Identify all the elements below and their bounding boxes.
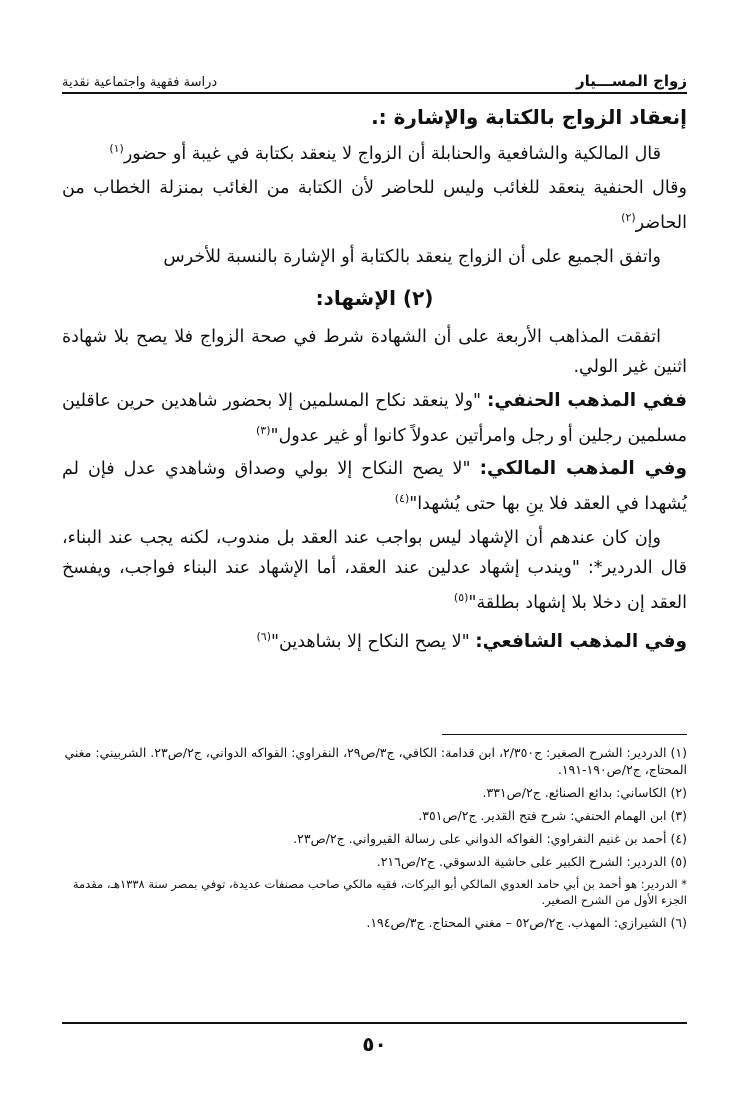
- footnotes: [62, 744, 687, 937]
- footnote-6: (٦) الشيرازي: المهذب. ج٢/ص٥٢ – مغني المحتاج. ج٣/ص١٩٤.: [366, 915, 687, 930]
- paragraph-four-schools: اتفقت المذاهب الأربعة على أن الشهادة شرط في صحة الزواج فلا يصح بلا شهادة اثنين غير الولي.: [62, 326, 687, 377]
- footnote-5: (٥) الدردير: الشرح الكبير على حاشية الدسوقي. ج٢/ص٢١٦.: [376, 854, 687, 869]
- paragraph-text: قال المالكية والشافعية والحنابلة أن الزواج لا ينعقد بكتابة في غيبة أو حضور: [123, 143, 661, 164]
- quote-text: "ولا ينعقد نكاح المسلمين إلا بحضور شاهدين حرين عاقلين مسلمين رجلين أو رجل وامرأتين عدولاً كانوا أو غير عدول": [62, 390, 687, 446]
- footnote-ref[interactable]: (٥): [453, 591, 469, 605]
- footnote-biography-note: * الدردير: هو أحمد بن أبي حامد العدوي المالكي أبو البركات، فقيه مالكي صاحب مصنفات عديدة، توفي بمصر سنة ١٣٣٨هـ، مقدمة الجزء الأول من الشرح الصغير.: [72, 877, 687, 907]
- footnote-ref[interactable]: (٣): [256, 423, 271, 437]
- school-label-maliki: وفي المذهب المالكي:: [479, 458, 687, 480]
- paragraph-hanafi-school: [62, 386, 687, 451]
- book-subtitle: دراسة فقهية واجتماعية نقدية: [62, 75, 218, 90]
- paragraph-text: وإن كان عندهم أن الإشهاد ليس بواجب عند العقد بل مندوب، لكنه يجب عند البناء، قال الدردير*: "ويندب إشهاد عدلين عند العقد، أما الإشهاد عند البناء فواجب، ويفسخ العقد إن دخلا بلا إشهاد بطلقة": [62, 528, 687, 614]
- footnote-ref[interactable]: (١): [109, 142, 124, 155]
- paragraph-maliki-school: [62, 454, 687, 519]
- footnote-ref[interactable]: (٦): [256, 630, 271, 644]
- school-label-shafii: وفي المذهب الشافعي:: [475, 630, 687, 652]
- footnote-ref[interactable]: (٤): [394, 492, 410, 506]
- section-heading-witnessing: (٢) الإشهاد:: [315, 285, 434, 310]
- paragraph-consensus: واتفق الجميع على أن الزواج ينعقد بالكتابة أو الإشارة بالنسبة للأخرس: [163, 246, 661, 267]
- section-heading-writing-and-gesture: إنعقاد الزواج بالكتابة والإشارة :.: [371, 105, 687, 129]
- paragraph-shafii-school: [62, 622, 687, 657]
- paragraph-text: وقال الحنفية ينعقد للغائب وليس للحاضر لأن الكتابة من الغائب بمنزلة الخطاب من الحاضر: [62, 177, 687, 233]
- quote-text: "لا يصح النكاح إلا بولي وصداق وشاهدي عدل فإن لم يُشهدا في العقد فلا ينِ بها حتى يُشهدا": [62, 459, 687, 515]
- paragraph-dardir: [62, 523, 687, 618]
- quote-text: "لا يصح النكاح إلا بشاهدين": [270, 631, 476, 652]
- paragraph-majority-view: [62, 134, 687, 169]
- book-title: زواج المســـيار: [576, 72, 687, 90]
- page-bottom-rule: [62, 1022, 687, 1024]
- running-header: [62, 66, 687, 94]
- footnote-divider: [442, 734, 687, 735]
- footnote-3: (٣) ابن الهمام الحنفي: شرح فتح القدير. ج٢/ص٣٥١.: [418, 808, 687, 823]
- footnote-1: (١) الدردير: الشرح الصغير: ج٢/٣٥٠، ابن قدامة: الكافي، ج٣/ص٢٩، النفراوي: الفواكه الدواني، ج٢/ص٢٣. الشربيني: مغني المحتاج، ج٢/ص١٩٠-١٩١.: [64, 745, 687, 777]
- main-text: [62, 100, 687, 661]
- footnote-4: (٤) أحمد بن غنيم النفراوي: الفواكه الدواني على رسالة القيرواني. ج٢/ص٢٣.: [293, 831, 687, 846]
- paragraph-hanafi-view: [62, 173, 687, 238]
- school-label-hanafi: ففي المذهب الحنفي:: [486, 389, 687, 411]
- footnote-ref[interactable]: (٢): [621, 210, 636, 224]
- page-number: ٥٠: [362, 1032, 387, 1056]
- footnote-2: (٢) الكاساني: بدائع الصنائع. ج٢/ص٣٣١.: [482, 785, 687, 800]
